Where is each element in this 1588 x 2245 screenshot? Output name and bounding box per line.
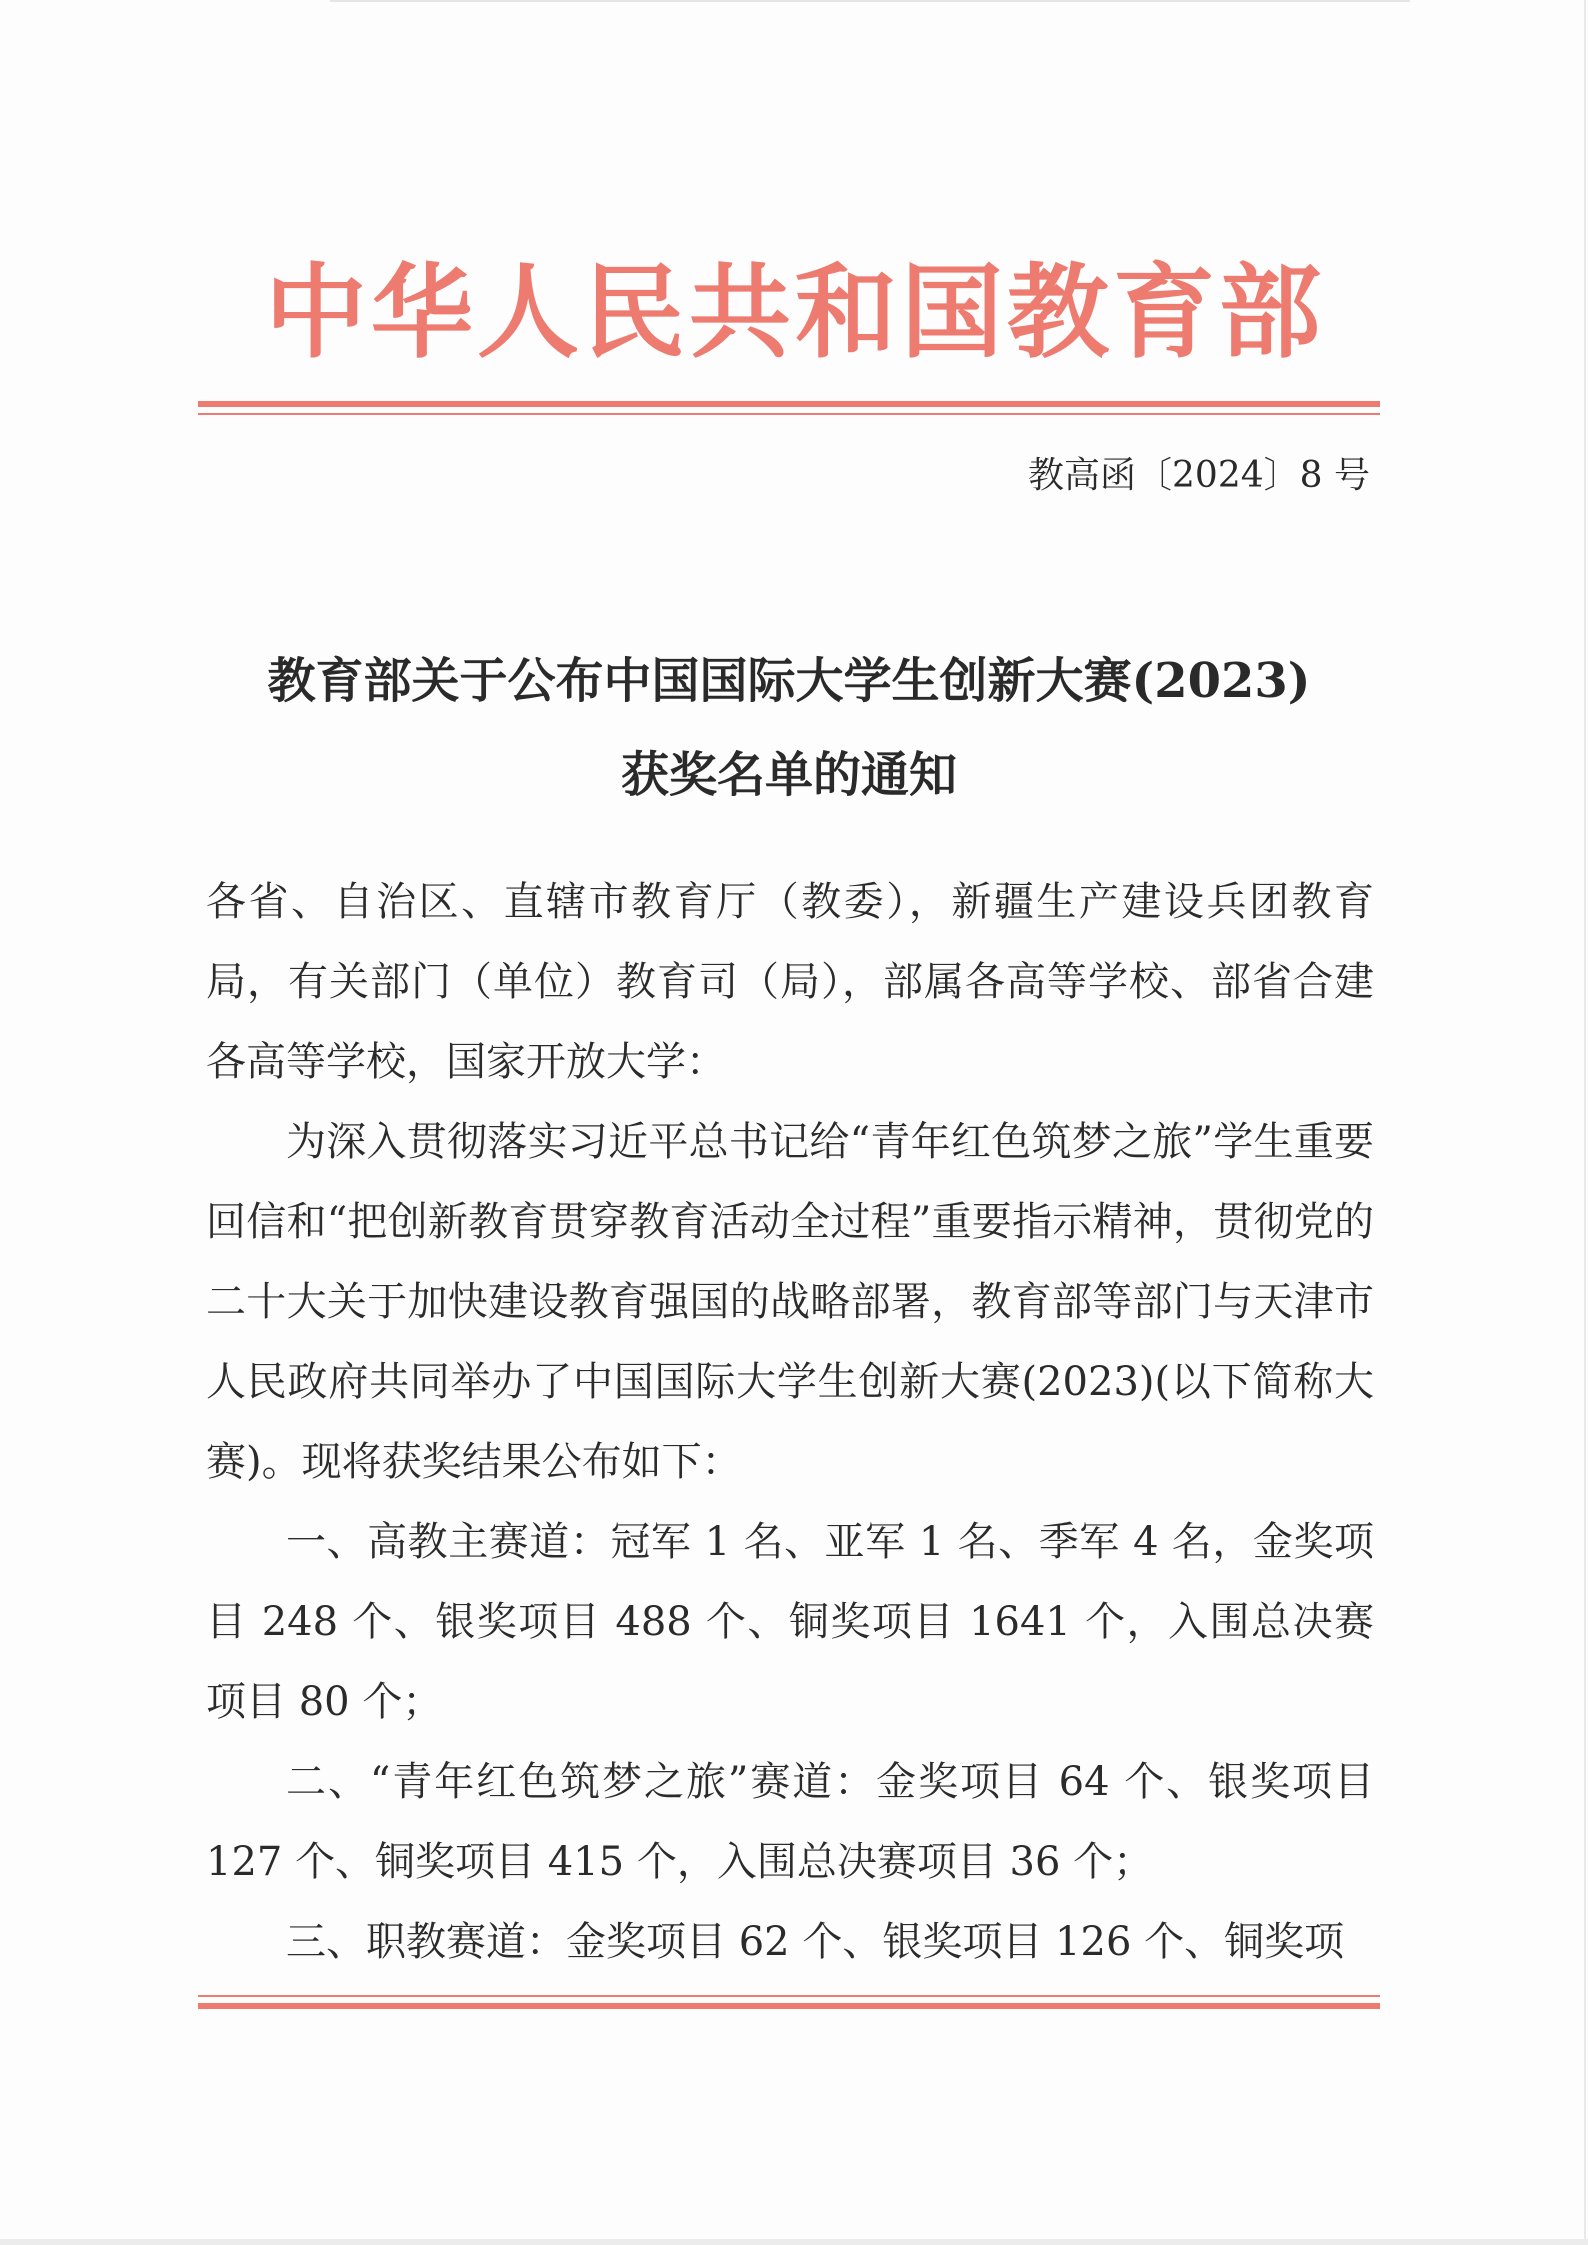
scan-edge-right bbox=[1584, 0, 1586, 2245]
footer-rule-thin bbox=[198, 1995, 1380, 1997]
document-title-line-2: 获奖名单的通知 bbox=[620, 747, 957, 803]
letterhead-rule-thick bbox=[198, 401, 1380, 407]
body-paragraph-track-2: 二、“青年红色筑梦之旅”赛道：金奖项目 64 个、银奖项目 127 个、铜奖项目 415 个，入围总决赛项目 36 个； bbox=[206, 1759, 1374, 1885]
body-paragraph-track-1: 一、高教主赛道：冠军 1 名、亚军 1 名、季军 4 名，金奖项目 248 个、银奖项目 488 个、铜奖项目 1641 个，入围总决赛项目 80 个； bbox=[206, 1519, 1374, 1725]
scan-edge-top bbox=[330, 0, 1410, 2]
letterhead-agency-name: 中华人民共和国教育部 bbox=[265, 253, 1325, 373]
footer-rule-thick bbox=[198, 2003, 1380, 2009]
document-number: 教高函〔2024〕8 号 bbox=[1028, 455, 1370, 496]
scan-edge-bottom bbox=[0, 2239, 1588, 2245]
document-title-line-1: 教育部关于公布中国国际大学生创新大赛(2023) bbox=[267, 653, 1311, 709]
body-paragraph-intro: 为深入贯彻落实习近平总书记给“青年红色筑梦之旅”学生重要回信和“把创新教育贯穿教育活动全过程”重要指示精神，贯彻党的二十大关于加快建设教育强国的战略部署，教育部等部门与天津市人民政府共同举办了中国国际大学生创新大赛(2023)(以下简称大赛)。现将获奖结果公布如下： bbox=[206, 1119, 1374, 1485]
salutation: 各省、自治区、直辖市教育厅（教委），新疆生产建设兵团教育局，有关部门（单位）教育司（局），部属各高等学校、部省合建各高等学校，国家开放大学： bbox=[206, 879, 1374, 1085]
document-body bbox=[206, 862, 1374, 1982]
body-paragraph-track-3: 三、职教赛道：金奖项目 62 个、银奖项目 126 个、铜奖项 bbox=[286, 1919, 1345, 1965]
letterhead-rule-thin bbox=[198, 413, 1380, 415]
